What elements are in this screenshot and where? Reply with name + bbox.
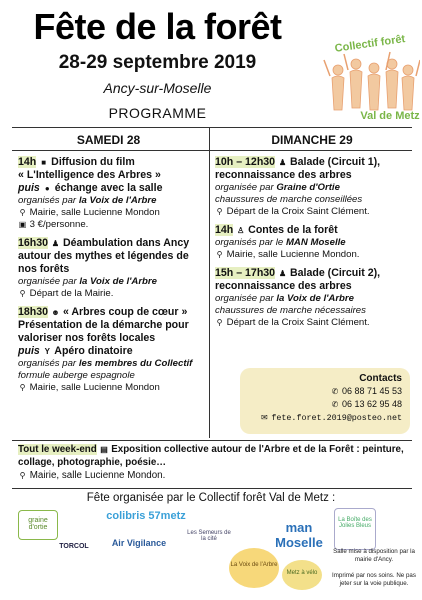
contact-phone[interactable]: 06 88 71 45 53	[341, 386, 402, 396]
event-place: Départ de la Croix Saint Clément.	[226, 317, 370, 328]
sunday-column	[215, 156, 415, 335]
event-time: 16h30	[18, 237, 49, 249]
logo-voix-arbre: La Voix de l'Arbre	[229, 548, 279, 588]
weekend-text: Exposition collective autour de l'Arbre et de la Forêt : peinture, collage, photographie, poésie…	[18, 444, 404, 468]
event-place: Départ de la Croix Saint Clément.	[226, 206, 370, 217]
event-note: chaussures de marche conseillées	[215, 194, 363, 205]
map-pin-icon: ⚲	[216, 207, 223, 216]
divider	[12, 127, 412, 128]
event-time: 18h30	[18, 306, 49, 318]
walker-icon: ♟	[51, 239, 60, 248]
event-title: Apéro dinatoire	[54, 345, 133, 357]
event-connector: puis	[18, 182, 40, 194]
logo-boite-jolies-bleus: La Boîte des Jolies Bleus	[334, 508, 376, 550]
divider	[12, 440, 412, 441]
logo-graine-ortie: graine d'ortie	[18, 510, 58, 540]
event-price: 3 €/personne.	[29, 219, 89, 230]
organizer: les membres du Collectif	[78, 358, 193, 369]
divider	[12, 150, 412, 151]
group-icon: ☻	[51, 308, 60, 317]
event-place: Ancy-sur-Moselle	[103, 80, 212, 96]
event-title: Balade (Circuit 2), reconnaissance des arbres	[215, 267, 381, 292]
event-dates: 28-29 septembre 2019	[58, 52, 257, 73]
event-time: 10h – 12h30	[215, 156, 276, 168]
logo-colibris: colibris 57metz	[106, 510, 186, 522]
event-time: 15h – 17h30	[215, 267, 276, 279]
event-title: « Arbres coup de cœur »	[62, 306, 188, 318]
event-connector: puis	[18, 345, 40, 357]
weekend-section	[18, 443, 414, 482]
chat-icon: ●	[44, 184, 50, 193]
image-icon: ▤	[100, 445, 108, 454]
logo-torcol: TORCOL	[59, 543, 89, 550]
event-title: Présentation de la démarche pour valoriser nos forêts locales	[18, 319, 189, 344]
event-note: formule auberge espagnole	[18, 370, 135, 381]
collectif-logo	[320, 30, 420, 140]
event-time: 14h	[18, 156, 37, 168]
day-saturday: SAMEDI 28	[76, 133, 141, 147]
person-icon: ♙	[237, 226, 245, 235]
map-pin-icon: ⚲	[216, 318, 223, 327]
contact-phone[interactable]: 06 13 62 95 48	[341, 399, 402, 409]
weekend-label: Tout le week-end	[18, 444, 97, 455]
organizer-prefix: organisés par le	[215, 237, 284, 248]
contacts-box	[240, 368, 410, 434]
event-place: Départ de la Mairie.	[29, 288, 114, 299]
event-place: Mairie, salle Lucienne Mondon.	[226, 249, 360, 260]
map-pin-icon: ⚲	[19, 383, 26, 392]
walker-icon: ♟	[278, 269, 287, 278]
logo-man-moselle: man Moselle	[275, 520, 323, 550]
event-arbres	[18, 306, 206, 394]
event-contes	[215, 224, 415, 261]
contact-email[interactable]: fete.foret.2019@posteo.net	[271, 413, 402, 423]
map-pin-icon: ⚲	[19, 289, 26, 298]
event-time: 14h	[215, 224, 234, 236]
ticket-icon: ▣	[18, 220, 27, 229]
organizer-prefix: organisée par	[18, 276, 77, 287]
organizer: la Voix de l'Arbre	[276, 293, 354, 304]
event-title: Contes de la forêt	[248, 224, 338, 236]
event-deambulation	[18, 237, 206, 300]
walker-icon: ♟	[278, 158, 287, 167]
event-place: Mairie, salle Lucienne Mondon	[29, 382, 160, 393]
organizer-line: Fête organisée par le Collectif forêt Val de Metz :	[86, 492, 336, 504]
event-title: Diffusion du film	[51, 156, 135, 168]
organizer-prefix: organisés par	[18, 358, 77, 369]
collectif-logo-line2: Val de Metz	[360, 110, 420, 122]
logo-air-vigilance: Air Vigilance	[111, 538, 167, 548]
logo-metz-a-velo: Metz à vélo	[282, 560, 322, 590]
event-place: Mairie, salle Lucienne Mondon	[29, 207, 160, 218]
disclaimer-venue: Salle mise à disposition par la mairie d'Ancy.	[333, 548, 415, 563]
contacts-heading: Contacts	[359, 373, 402, 384]
organizer-prefix: organisés par	[18, 195, 77, 206]
disclaimer	[328, 548, 420, 588]
page-title: Fête de la forêt	[33, 6, 282, 47]
event-film	[18, 156, 206, 231]
saturday-column	[18, 156, 206, 400]
logo-semeurs: Les Semeurs de la cité	[187, 530, 231, 542]
weekend-place: Mairie, salle Lucienne Mondon.	[29, 470, 166, 481]
disclaimer-print: Imprimé par nos soins. Ne pas jeter sur la voie publique.	[332, 572, 416, 587]
organizer: Graine d'Ortie	[276, 182, 340, 193]
event-title: échange avec la salle	[54, 182, 163, 194]
map-pin-icon: ⚲	[216, 250, 223, 259]
organizer-prefix: organisée par	[215, 293, 274, 304]
column-divider	[209, 128, 210, 438]
event-title: Balade (Circuit 1), reconnaissance des arbres	[215, 156, 381, 181]
envelope-icon: ✉	[260, 413, 268, 422]
map-pin-icon: ⚲	[19, 208, 26, 217]
phone-icon: ✆	[331, 400, 339, 409]
organizer-prefix: organisée par	[215, 182, 274, 193]
organizer: MAN Moselle	[285, 237, 346, 248]
event-title: « L'Intelligence des Arbres »	[18, 169, 161, 181]
divider	[12, 488, 412, 489]
event-balade-1	[215, 156, 415, 218]
glass-icon: Y	[44, 347, 50, 356]
video-camera-icon: ■	[41, 158, 47, 167]
organizer: la Voix de l'Arbre	[78, 195, 157, 206]
event-balade-2	[215, 267, 415, 329]
day-sunday: DIMANCHE 29	[271, 133, 353, 147]
event-title: Déambulation dans Ancy autour des mythes et légendes de nos forêts	[18, 237, 190, 275]
programme-heading: PROGRAMME	[108, 105, 207, 121]
map-pin-icon: ⚲	[19, 471, 26, 480]
phone-icon: ✆	[331, 387, 339, 396]
organizer: la Voix de l'Arbre	[79, 276, 157, 287]
collectif-logo-line1: Collectif forêt	[334, 33, 406, 55]
event-note: chaussures de marche nécessaires	[215, 305, 366, 316]
